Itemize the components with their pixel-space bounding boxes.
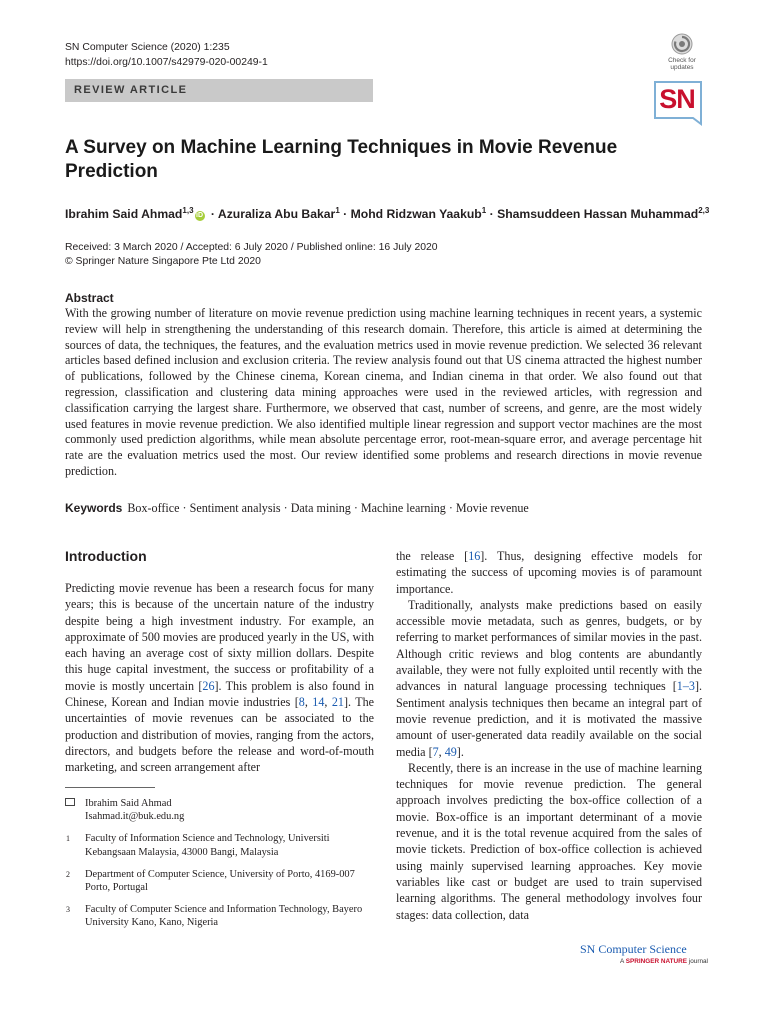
copyright-line: © Springer Nature Singapore Pte Ltd 2020	[65, 255, 261, 267]
footnote-divider	[65, 787, 155, 788]
body-text: ]. The uncertainties of movie revenues can be associated to the production and distribution of movies, ranging from the actors, directors, and budgets before the release and word-of-mouth marketing, and screen arrangement after	[65, 695, 374, 775]
citation-link[interactable]: 49	[444, 744, 457, 759]
check-updates-text: Check for updates	[668, 57, 696, 71]
keywords-list: Box-office · Sentiment analysis · Data mining · Machine learning · Movie revenue	[127, 501, 529, 515]
check-updates-icon	[663, 33, 701, 57]
corresponding-author	[65, 797, 365, 823]
body-text: Traditionally, analysts make predictions based on easily accessible movie metadata, such as genres, budgets, or by referring to market performances of similar movies in the past. Although critic reviews and blog contents are abundantly available, they were not fully exploited until recently with the advances in natural language processing techniques [	[396, 597, 702, 694]
body-text: ,	[324, 695, 332, 710]
publisher-name: SPRINGER NATURE	[625, 958, 688, 965]
body-text: the release [	[396, 549, 469, 563]
author-affiliation: 1	[481, 206, 487, 215]
body-column-left	[65, 580, 374, 776]
affiliation-number: 3	[66, 905, 70, 915]
author-list: Ibrahim Said Ahmad$^{1,3}$iD · Azuraliza Abu Bakar$^1$ · Mohd Ridzwan Yaakub$^1$ · Shamsuddeen Hassan Muhammad$^{2,3}$	[65, 206, 710, 222]
article-title: A Survey on Machine Learning Techniques in Movie Revenue Prediction	[65, 137, 618, 182]
date-history: Received: 3 March 2020 / Accepted: 6 July 2020 / Published online: 16 July 2020	[65, 242, 438, 253]
author-affiliation: 2,3	[698, 206, 710, 215]
body-text: ,	[304, 695, 313, 710]
affiliation-text: Department of Computer Science, University of Porto, 4169-007 Porto, Portugal	[85, 868, 355, 894]
affiliation-text: Faculty of Information Science and Technology, Universiti Kebangsaan Malaysia, 43000 Bangi, Malaysia	[85, 833, 330, 858]
footer-journal-name: SN Computer Science	[580, 942, 687, 956]
check-for-updates-badge[interactable]	[663, 33, 701, 73]
affiliation-number: 1	[66, 834, 70, 844]
affiliation-text: Faculty of Computer Science and Information Technology, Bayero University Kano, Kano, Nigeria	[85, 904, 363, 929]
body-text: ].	[456, 744, 464, 759]
affiliation-footnote	[65, 832, 365, 858]
introduction-heading: Introduction	[65, 548, 147, 564]
envelope-icon	[65, 798, 75, 806]
body-paragraph: Recently, there is an increase in the use of machine learning techniques for movie revenue prediction. The general approach involves predicting the box-office collection of a movie. Box-office is an important determinant of a movie revenue, and it is the total revenue acquired from the sales of movie tickets. Prediction of box-office collection is achieved using mainly supervised learning approaches. Key movie variables like cast or budget are used to train supervised learning algorithms. The general methodology involves four stages: data collection, data	[396, 760, 702, 922]
orcid-icon[interactable]: iD	[196, 212, 204, 220]
body-text: ]. Thus, designing effective models for estimating the success of upcoming movies is of paramount importance.	[396, 549, 702, 596]
article-type-label: REVIEW ARTICLE	[74, 84, 188, 96]
body-paragraph	[396, 597, 702, 760]
author-affiliation: 1	[335, 206, 340, 215]
author-name[interactable]: Shamsuddeen Hassan Muhammad	[497, 207, 699, 222]
author-name[interactable]: Mohd Ridzwan Yaakub	[350, 207, 482, 222]
citation-link[interactable]: 7	[432, 744, 439, 759]
body-text: ,	[438, 744, 445, 759]
author-affiliation: 1,3	[182, 206, 194, 215]
body-text: ]. This problem is also found in Chinese, Korean and Indian movie industries [	[65, 678, 374, 710]
affiliation-footnote	[65, 868, 365, 894]
citation-link[interactable]: 26	[202, 678, 215, 693]
footer-publisher	[620, 958, 708, 965]
corresponding-email[interactable]: Isahmad.it@buk.edu.ng	[85, 811, 185, 823]
citation-link[interactable]: 1–3	[676, 679, 695, 694]
doi-link[interactable]: https://doi.org/10.1007/s42979-020-00249-1	[65, 57, 268, 68]
publisher-suffix: journal	[688, 958, 708, 965]
footnotes	[65, 797, 365, 939]
affiliation-number: 2	[66, 869, 70, 879]
keywords-label: Keywords	[65, 501, 123, 515]
keywords-line	[65, 501, 702, 516]
sn-logo-text: SN	[659, 84, 695, 114]
body-column-right	[396, 548, 702, 923]
article-type-banner	[65, 79, 373, 102]
journal-citation: SN Computer Science (2020) 1:235	[65, 42, 230, 53]
body-paragraph	[396, 548, 702, 597]
citation-link[interactable]: 16	[468, 549, 481, 563]
author-name[interactable]: Azuraliza Abu Bakar	[217, 207, 336, 222]
corresponding-name: Ibrahim Said Ahmad	[85, 798, 172, 809]
body-text: ]. Sentiment analysis techniques then became an integral part of movie revenue prediction, and it is motivated the massive amount of user-generated data readily available on the social media [	[396, 679, 702, 759]
citation-link[interactable]: 14	[312, 695, 325, 710]
publisher-prefix: A	[620, 958, 624, 965]
publication-dates	[65, 241, 438, 268]
abstract-heading: Abstract	[65, 291, 114, 305]
citation-link[interactable]: 21	[331, 695, 344, 710]
abstract-text: With the growing number of literature on movie revenue prediction using machine learning techniques in recent years, a systemic review will help in strengthening the understanding of this research domain. Therefore, this article is aimed at determining the sources of data, the techniques, the features, and the evaluation metrics used in movie revenue prediction. We selected 36 relevant articles based defined inclusion and exclusion criteria. The review analysis found out that US cinema attracted the highest number of publications, followed by the Chinese cinema, Korean cinema, and Indian cinema in that order. We also found out that regression, classification and clustering data mining approaches were used in the reviewed articles, with regression and classification carrying the largest share. Furthermore, we observed that cast, number of screens, and genre, are the most widely used features in movie revenue prediction. We also identified multiple linear regression and support vector machines are the most commonly used prediction algorithms, while mean absolute percentage error, root-mean-square error, and average percentage hit rate are the evaluation metrics used the most. Our review identified some problems and research directions in movie revenue prediction.	[65, 306, 702, 478]
affiliation-footnote	[65, 903, 365, 929]
body-paragraph	[65, 580, 374, 776]
sn-logo	[653, 80, 703, 128]
body-text: Predicting movie revenue has been a research focus for many years; this is because of the uncertain nature of the industry despite being a high investment industry. For example, an approximate of 500 movies are produced yearly in the US, with each having an average cost of sixty million dollars. Despite this huge capital investment, the success or profitability of a movie is mostly uncertain [	[65, 581, 374, 693]
author-name[interactable]: Ibrahim Said Ahmad	[65, 207, 183, 222]
journal-header	[65, 40, 268, 70]
citation-link[interactable]: 8	[298, 695, 305, 710]
